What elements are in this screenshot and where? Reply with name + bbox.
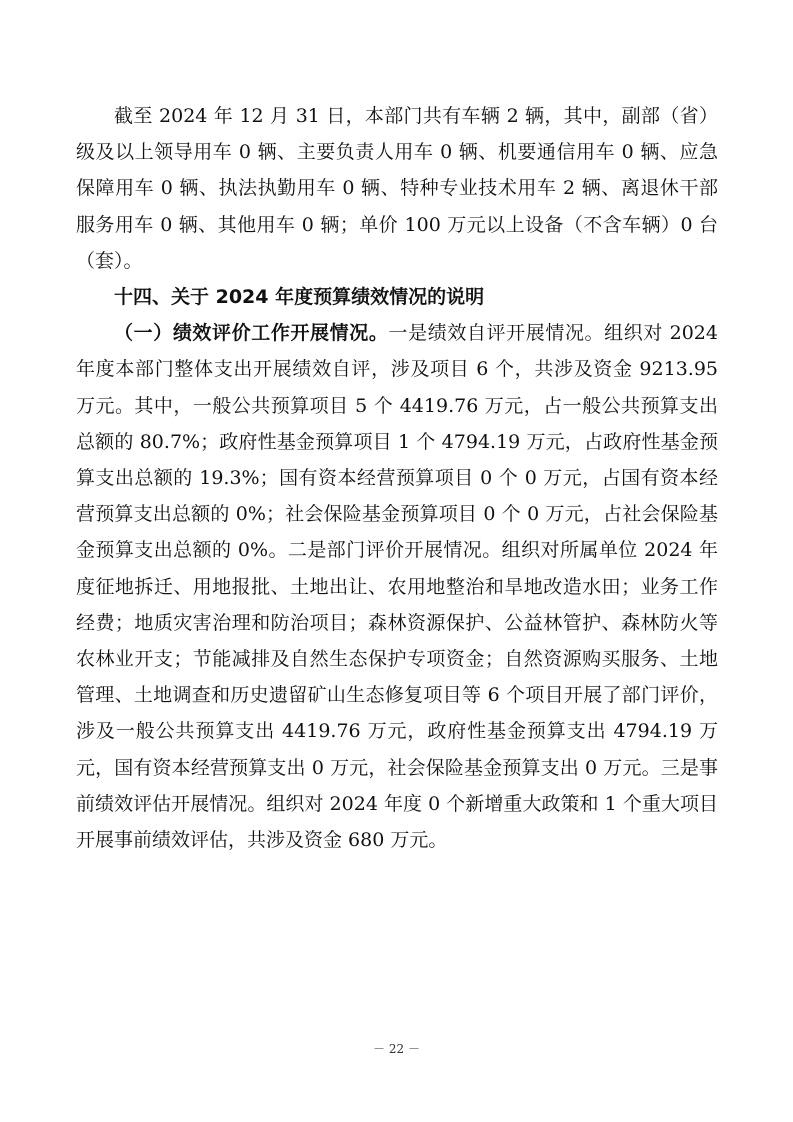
- subsection-heading: （一）绩效评价工作开展情况。: [114, 322, 389, 345]
- paragraph-performance-text: 一是绩效自评开展情况。组织对 2024 年度本部门整体支出开展绩效自评，涉及项目 6 个，共涉及资金 9213.95 万元。其中，一般公共预算项目 5 个 4419.76 万元，占一般公共预算支出总额的 80.7%；政府性基金预算项目 1 个 4794.19 万元，占政府性基金预算支出总额的 19.3%；国有资本经营预算项目 0 个 0 万元，占国有资本经营预算支出总额的 0%；社会保险基金预算项目 0 个 0 万元，占社会保险基金预算支出总额的 0%。二是部门评价开展情况。组织对所属单位 2024 年度征地拆迁、用地报批、土地出让、农用地整治和旱地改造水田；业务工作经费；地质灾害治理和防治项目；森林资源保护、公益林管护、森林防火等农林业开支；节能减排及自然生态保护专项资金；自然资源购买服务、土地管理、土地调查和历史遗留矿山生态修复项目等 6 个项目开展了部门评价，涉及一般公共预算支出 4419.76 万元，政府性基金预算支出 4794.19 万元，国有资本经营预算支出 0 万元，社会保险基金预算支出 0 万元。三是事前绩效评估开展情况。组织对 2024 年度 0 个新增重大政策和 1 个重大项目开展事前绩效评估，共涉及资金 680 万元。: [76, 322, 718, 852]
- page-number: － 22 －: [373, 1042, 420, 1056]
- paragraph-vehicles: 截至 2024 年 12 月 31 日，本部门共有车辆 2 辆，其中，副部（省）级及以上领导用车 0 辆、主要负责人用车 0 辆、机要通信用车 0 辆、应急保障用车 0 辆、执法执勤用车 0 辆、特种专业技术用车 2 辆、离退休干部服务用车 0 辆、其他用车 0 辆；单价 100 万元以上设备（不含车辆）0 台（套）。: [76, 105, 718, 272]
- paragraph-performance: [76, 315, 718, 858]
- document-body: [76, 98, 718, 858]
- section-heading: 十四、关于 2024 年度预算绩效情况的说明: [114, 286, 485, 309]
